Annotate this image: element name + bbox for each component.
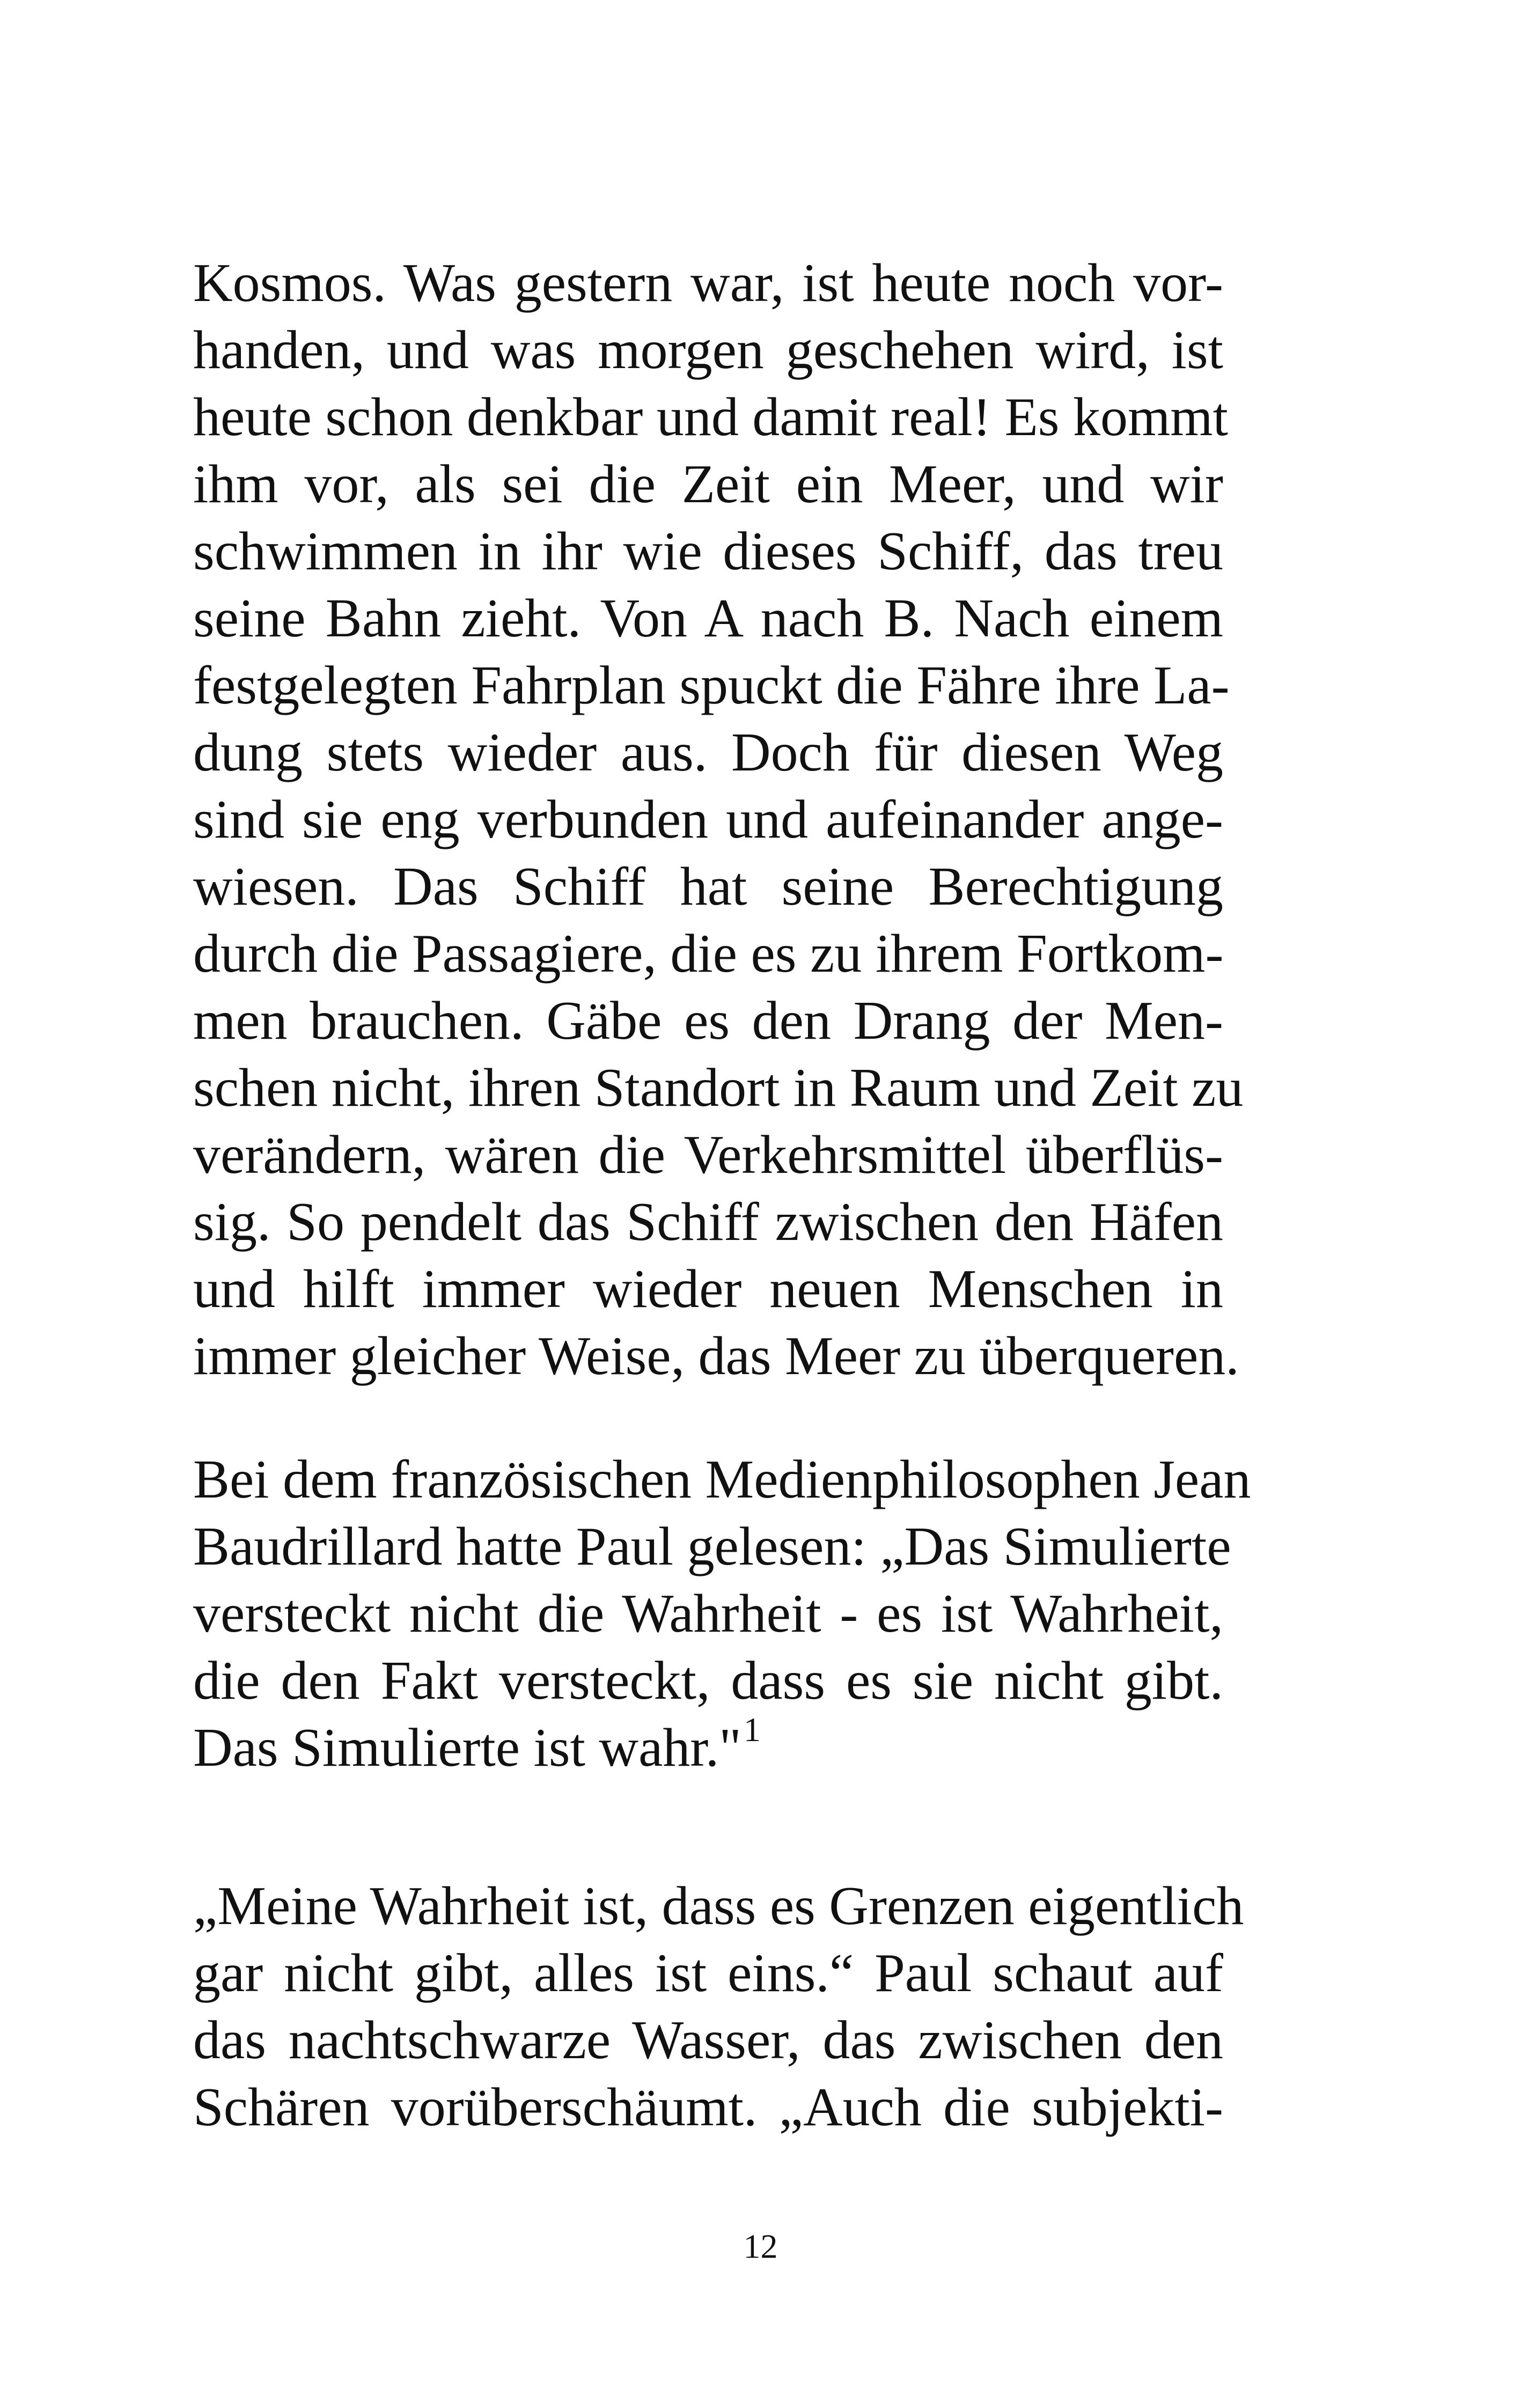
text-line: Kosmos. Was gestern war, ist heute noch vor- [193,253,1223,313]
text-line: wiesen. Das Schiff hat seine Berechtigung [193,856,1223,917]
text-line: verändern, wären die Verkehrsmittel überflüs- [193,1125,1223,1185]
text-line: sind sie eng verbunden und aufeinander ange- [193,789,1223,850]
text-line: Das Simulierte ist wahr." [193,1717,741,1778]
text-line: men brauchen. Gäbe es den Drang der Men- [193,990,1223,1051]
text-line: die den Fakt versteckt, dass es sie nicht gibt. [193,1650,1223,1711]
text-line: durch die Passagiere, die es zu ihrem Fortkom- [193,923,1224,984]
text-line: seine Bahn zieht. Von A nach B. Nach einem [193,588,1223,649]
paragraph-1 [193,249,1244,1390]
text-line: Baudrillard hatte Paul gelesen: „Das Simulierte [193,1516,1231,1577]
text-line: gar nicht gibt, alles ist eins.“ Paul schaut auf [193,1943,1223,2003]
text-line: immer gleicher Weise, das Meer zu überqueren. [193,1326,1239,1386]
text-line: handen, und was morgen geschehen wird, ist [193,320,1223,380]
text-line: versteckt nicht die Wahrheit - es ist Wahrheit, [193,1583,1223,1644]
text-line: das nachtschwarze Wasser, das zwischen den [193,2010,1223,2071]
text-line: schen nicht, ihren Standort in Raum und Zeit zu [193,1058,1244,1118]
footnote-reference[interactable]: 1 [743,1710,761,1749]
text-line: sig. So pendelt das Schiff zwischen den Häfen [193,1192,1223,1252]
text-line: „Meine Wahrheit ist, dass es Grenzen eigentlich [193,1876,1244,1936]
text-line: schwimmen in ihr wie dieses Schiff, das treu [193,521,1223,582]
text-line: dung stets wieder aus. Doch für diesen Weg [193,722,1223,783]
text-line: festgelegten Fahrplan spuckt die Fähre ihre La- [193,655,1230,716]
page-number: 12 [743,2227,778,2265]
text-line: ihm vor, als sei die Zeit ein Meer, und wir [193,454,1223,515]
text-line-with-footnote [193,1710,1223,1781]
paragraph-2-quote [193,1446,1251,1781]
paragraph-3 [193,1873,1244,2141]
text-line: heute schon denkbar und damit real! Es kommt [193,387,1228,447]
text-line: Schären vorüberschäumt. „Auch die subjekti- [193,2077,1223,2138]
text-line: Bei dem französischen Medienphilosophen Jean [193,1449,1251,1510]
text-line: und hilft immer wieder neuen Menschen in [193,1259,1223,1319]
